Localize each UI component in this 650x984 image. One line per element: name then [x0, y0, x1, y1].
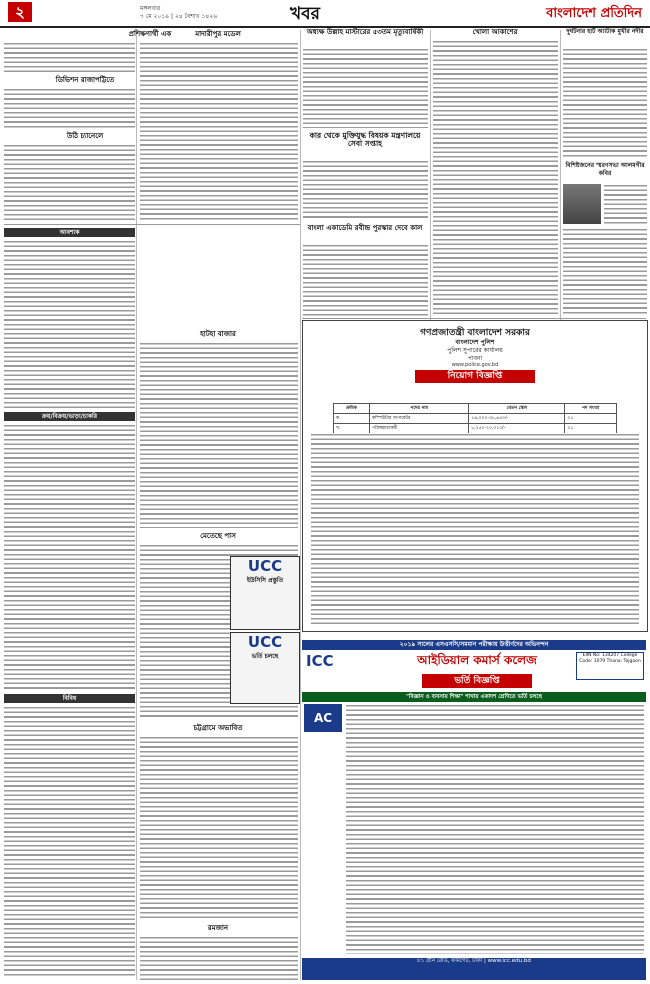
article-headline: মাদারীপুর মডেল [195, 30, 241, 38]
article-headline: খোলা আকাশের [472, 28, 518, 36]
article-body [140, 42, 298, 220]
table-header: পদের নাম [370, 404, 469, 414]
college-logo: ICC [306, 652, 334, 670]
admission-banner: ভর্তি বিজ্ঞপ্তি [422, 674, 532, 688]
advertisement-body [311, 433, 639, 625]
district-name: পাবনা [467, 355, 483, 362]
jobs-table [333, 403, 617, 434]
classified-body [4, 240, 135, 408]
column-rule [300, 30, 301, 980]
classified-body [4, 706, 135, 976]
ad-slogan: "বিজ্ঞান ও ব্যবসায় শিক্ষা" শাখায় একাদশ শ্রেণিতে ভর্তি চলছে [302, 692, 646, 702]
advertisement-body [346, 704, 644, 954]
author-photo [563, 184, 601, 224]
article-headline: ডিভিশন রাজাপট্টিতে [55, 76, 115, 84]
eiin-info: EIIN No: 134207 College Code: 1079 Thana: Tejgaon [576, 652, 644, 680]
table-row [334, 414, 617, 424]
table-cell: ৮,২৫০-২০,০১০/- [469, 424, 565, 434]
ucc-subtitle: ভর্তি চলছে [251, 653, 279, 660]
article-body [303, 160, 428, 220]
column-rule [136, 30, 137, 980]
table-cell: পরিচ্ছন্নতাকর্মী [370, 424, 469, 434]
article-body [303, 48, 428, 128]
article-headline: বিশিষ্টজনের স্মরণসভা আলমগীর কবির [565, 162, 645, 177]
classified-heading: বিবিধ [4, 694, 135, 703]
newspaper-logo: বাংলাদেশ প্রতিদিন [546, 6, 642, 21]
page-number: ২ [8, 2, 32, 22]
office-name: পুলিশ সুপারের কার্যালয় [447, 347, 503, 354]
article-headline: দুর্ঘটনার হার্ট অ্যাটাক মুখীর নদীর [566, 28, 644, 35]
ac-badge: AC [304, 704, 342, 732]
article-headline: বাংলা একাডেমি রবীন্দ্র পুরস্কার দেবে কাল [307, 224, 423, 232]
article-body [4, 88, 135, 128]
ucc-advertisement [230, 632, 300, 704]
article-headline: চট্টগ্রামে অভাবিত [193, 724, 243, 732]
ucc-subtitle: ইউসিসি প্রস্তুতি [246, 577, 284, 584]
classified-body [4, 424, 135, 690]
college-name: আইডিয়াল কমার্স কলেজ [417, 653, 537, 667]
section-divider [302, 318, 646, 319]
article-headline: প্রশিক্ষণার্থী এক [128, 30, 172, 38]
ad-strip: ২০১৯ সালের এসএসসি/সমমান পরীক্ষায় উত্তীর্ণদের অভিনন্দন [302, 640, 646, 650]
table-header: বেতন স্কেল [469, 404, 565, 414]
article-body [604, 184, 647, 224]
section-divider [4, 224, 300, 225]
article-body [433, 40, 558, 316]
article-body [140, 736, 298, 920]
recruitment-banner: নিয়োগ বিজ্ঞপ্তি [415, 370, 535, 383]
table-row [334, 424, 617, 434]
article-headline: মেতেছে পাস [200, 532, 236, 540]
table-cell: খ. [334, 424, 370, 434]
article-body [303, 244, 428, 316]
table-cell: ১৬,০০০-৩৮,৬৪০/- [469, 414, 565, 424]
header-day: মঙ্গলবার [140, 5, 161, 12]
table-cell: ক. [334, 414, 370, 424]
page-header [0, 0, 650, 28]
ucc-logo: UCC [247, 557, 283, 575]
classified-heading: আবশ্যক [4, 228, 135, 237]
article-body [140, 342, 298, 528]
column-rule [430, 30, 431, 320]
website-link: www.police.gov.bd [451, 362, 499, 368]
table-cell: ০১ [565, 414, 617, 424]
article-body [140, 936, 298, 980]
table-header: পদ সংখ্যা [565, 404, 617, 414]
article-body [563, 228, 647, 316]
org-name: বাংলাদেশ পুলিশ [455, 339, 495, 346]
article-body [4, 144, 135, 220]
ucc-logo: UCC [247, 633, 283, 651]
article-body [563, 48, 647, 158]
article-headline: উঠি চ্যানেলে [66, 132, 104, 140]
ad-footer: ৮১ গ্রীন রোড, ফার্মগেট, ঢাকা | www.icc.edu.bd [302, 958, 646, 980]
column-rule [560, 30, 561, 320]
article-headline: অধ্যক্ষ উল্লাহ মাস্টারের ৫৩তম মৃত্যুবার্ষিকী [306, 28, 424, 36]
table-cell: কম্পিউটার অপারেটর [370, 414, 469, 424]
ucc-advertisement [230, 556, 300, 630]
article-headline: হাটহা বাজার [200, 330, 236, 338]
article-headline: কার থেকে মুক্তিযুদ্ধ বিষয়ক মন্ত্রণালয়ে সেবা সপ্তাহ [309, 131, 421, 148]
section-title: খবর [290, 4, 320, 24]
gov-title: গণপ্রজাতন্ত্রী বাংলাদেশ সরকার [420, 328, 530, 338]
job-advertisement [302, 320, 648, 632]
classified-heading: ক্রয়/বিক্রয়/ভাড়া/চাকরি [4, 412, 135, 421]
college-advertisement [302, 640, 646, 980]
article-headline: রমজান [207, 924, 229, 932]
table-header: ক্রমিক [334, 404, 370, 414]
article-body [4, 42, 135, 72]
table-cell: ০১ [565, 424, 617, 434]
header-date: ৭ মে ২০১৯ | ২৪ বৈশাখ ১৪২৬ [140, 13, 218, 20]
